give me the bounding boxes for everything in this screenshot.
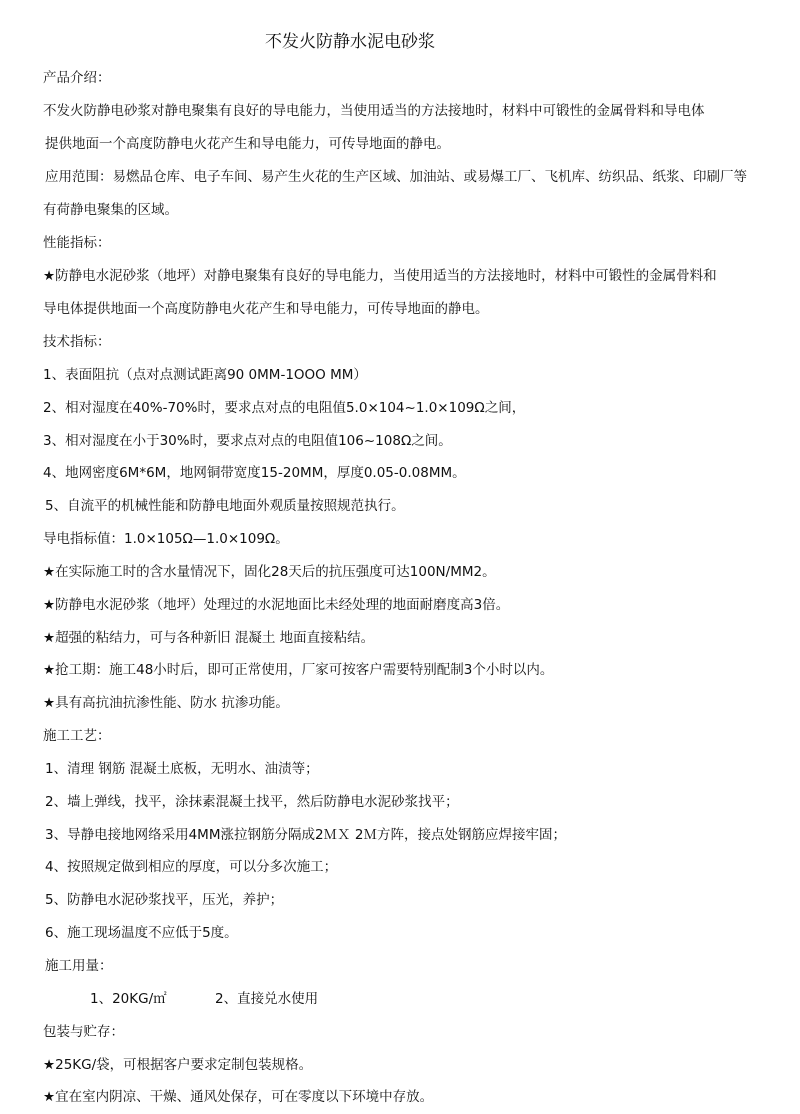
bullet-item: ★抢工期：施工48小时后，即可正常使用，厂家可按客户需要特别配制3个小时以内。 xyxy=(43,662,554,678)
section-heading-construction: 施工工艺： xyxy=(43,728,111,744)
list-item: 3、导静电接地网络采用4MM涨拉钢筋分隔成2ＭＸ 2Ｍ方阵，接点处钢筋应焊接牢固； xyxy=(45,827,566,843)
bullet-item: ★25KG/袋，可根据客户要求定制包装规格。 xyxy=(43,1057,313,1073)
page-title: 不发火防静水泥电砂浆 xyxy=(265,32,435,52)
list-item: 1、表面阻抗（点对点测试距离90 0MM-1OOO MM） xyxy=(43,367,367,383)
list-item: 3、相对湿度在小于30%时，要求点对点的电阻值106~108Ω之间。 xyxy=(43,433,452,449)
list-item: 2、相对湿度在40%-70%时，要求点对点的电阻值5.0×104~1.0×109Ω之间， xyxy=(43,400,526,416)
bullet-item: ★具有高抗油抗渗性能、防水 抗渗功能。 xyxy=(43,695,289,711)
section-heading-performance: 性能指标： xyxy=(43,235,111,251)
section-heading-packaging: 包装与贮存： xyxy=(43,1024,124,1040)
paragraph-line: 不发火防静电砂浆对静电聚集有良好的导电能力，当使用适当的方法接地时，材料中可锻性的金属骨料和导电体 xyxy=(43,103,705,119)
list-item: 4、按照规定做到相应的厚度，可以分多次施工； xyxy=(45,859,338,875)
bullet-item: ★宜在室内阴凉、干燥、通风处保存，可在零度以下环境中存放。 xyxy=(43,1089,434,1105)
paragraph-line: ★防静电水泥砂浆（地坪）对静电聚集有良好的导电能力，当使用适当的方法接地时，材料中可锻性的金属骨料和 xyxy=(43,268,717,284)
section-heading-product-intro: 产品介绍： xyxy=(43,70,111,86)
paragraph-line: 导电体提供地面一个高度防静电火花产生和导电能力，可传导地面的静电。 xyxy=(43,301,489,317)
paragraph-line: 有荷静电聚集的区域。 xyxy=(43,202,178,218)
paragraph-line: 应用范围：易燃品仓库、电子车间、易产生火花的生产区域、加油站、或易爆工厂、飞机库、纺织品、纸浆、印刷厂等 xyxy=(45,169,747,185)
list-item: 5、自流平的机械性能和防静电地面外观质量按照规范执行。 xyxy=(45,498,405,514)
list-item: 5、防静电水泥砂浆找平，压光，养护； xyxy=(45,892,284,908)
list-item: 4、地网密度6M*6M，地网铜带宽度15-20MM，厚度0.05-0.08MM。 xyxy=(43,465,466,481)
bullet-item: ★超强的粘结力，可与各种新旧 混凝土 地面直接粘结。 xyxy=(43,630,375,646)
bullet-item: ★防静电水泥砂浆（地坪）处理过的水泥地面比未经处理的地面耐磨度高3倍。 xyxy=(43,597,510,613)
section-heading-technical: 技术指标： xyxy=(43,334,111,350)
usage-item-dosage: 1、20KG/㎡ xyxy=(90,991,167,1007)
list-item: 6、施工现场温度不应低于5度。 xyxy=(45,925,238,941)
paragraph-line: 提供地面一个高度防静电火花产生和导电能力，可传导地面的静电。 xyxy=(45,136,450,152)
paragraph-line: 导电指标值：1.0×105Ω—1.0×109Ω。 xyxy=(43,531,289,547)
section-heading-usage: 施工用量： xyxy=(45,958,113,974)
list-item: 1、清理 钢筋 混凝土底板，无明水、油渍等； xyxy=(45,761,319,777)
usage-item-mixing: 2、直接兑水使用 xyxy=(215,991,319,1007)
list-item: 2、墙上弹线，找平，涂抹素混凝土找平，然后防静电水泥砂浆找平； xyxy=(45,794,459,810)
bullet-item: ★在实际施工时的含水量情况下，固化28天后的抗压强度可达100N/MM2。 xyxy=(43,564,496,580)
